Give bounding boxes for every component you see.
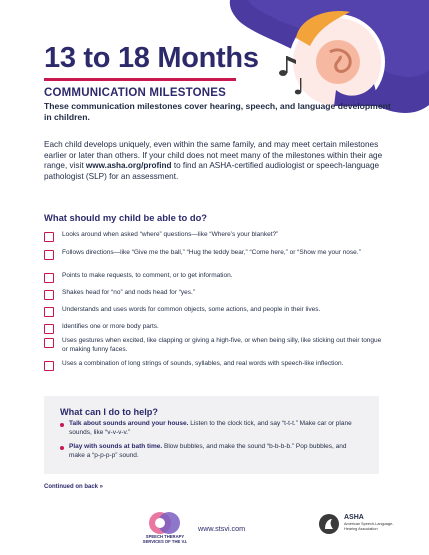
milestones-body (44, 140, 394, 182)
asha-name: ASHA (344, 514, 364, 521)
checklist-item-text: Uses a combination of long strings of sounds, syllables, and real words with speech-like inflection. (62, 360, 344, 367)
bullet-icon (60, 446, 64, 450)
title-underline (44, 78, 236, 81)
milestones-intro: These communication milestones cover hearing, speech, and language development in children. (44, 101, 391, 122)
help-item-text (69, 420, 361, 438)
checkbox[interactable] (44, 232, 54, 242)
asha-subtitle: American Speech-Language-Hearing Association (344, 522, 394, 531)
body-text-part1: Each child develops uniquely, even within the same family, and may meet certain milestones earlier or later than others. If your child does not meet many of the milestones within their age range, visit (44, 140, 383, 171)
checklist-item-text: Follows directions—like “Give me the ball,” “Hug the teddy bear,” “Come here,” or “Show me your nose.” (62, 249, 361, 256)
bullet-icon (60, 423, 64, 427)
checkbox[interactable] (44, 273, 54, 283)
checklist-item-text: Points to make requests, to comment, or to get information. (62, 272, 233, 279)
website-link[interactable]: www.stsvi.com (198, 524, 246, 533)
checklist-item-text: Uses gestures when excited, like clapping or giving a high-five, or when being silly, like sticking out their tongue or making funny faces. (62, 337, 382, 353)
checkbox[interactable] (44, 290, 54, 300)
checklist-item-text: Identifies one or more body parts. (62, 323, 159, 330)
body-text-part2: to find an ASHA-certified audiologist or speech-language pathologist (SLP) for an assessment. (44, 161, 380, 181)
checklist-item-text: Shakes head for “no” and nods head for “yes.” (62, 289, 195, 296)
checklist-heading: What should my child be able to do? (44, 212, 208, 223)
help-heading: What can I do to help? (60, 407, 158, 417)
page-title: 13 to 18 Months (44, 42, 259, 74)
help-item-lead: Play with sounds at bath time. (69, 443, 163, 450)
speech-therapy-sub: SERVICES OF THE V.I. (142, 539, 188, 544)
help-item-lead: Talk about sounds around your house. (69, 420, 189, 427)
help-item-text (69, 443, 361, 461)
checkbox[interactable] (44, 338, 54, 348)
checklist-item-text: Understands and uses words for common objects, some actions, and people in their lives. (62, 306, 321, 313)
continued-note[interactable]: Continued on back » (44, 484, 104, 490)
checkbox[interactable] (44, 324, 54, 334)
checkbox[interactable] (44, 307, 54, 317)
checkbox[interactable] (44, 361, 54, 371)
milestones-heading: COMMUNICATION MILESTONES (44, 87, 226, 99)
profind-link[interactable]: www.asha.org/profind (85, 161, 172, 171)
help-item-body: Listen to the clock tick, and say “t-t-t.” Make car or plane sounds, like “v-v-v-v.” (69, 420, 352, 436)
help-item-body: Blow bubbles, and make the sound “b-b-b-b.” Pop bubbles, and make a “p-p-p-p” sound. (69, 443, 347, 459)
checklist-item-text: Looks around when asked “where” questions—like “Where’s your blanket?” (62, 231, 279, 238)
asha-logo (318, 513, 340, 535)
speech-therapy-name: SPEECH THERAPY (145, 534, 185, 539)
speech-therapy-label (132, 534, 198, 544)
checkbox[interactable] (44, 250, 54, 260)
